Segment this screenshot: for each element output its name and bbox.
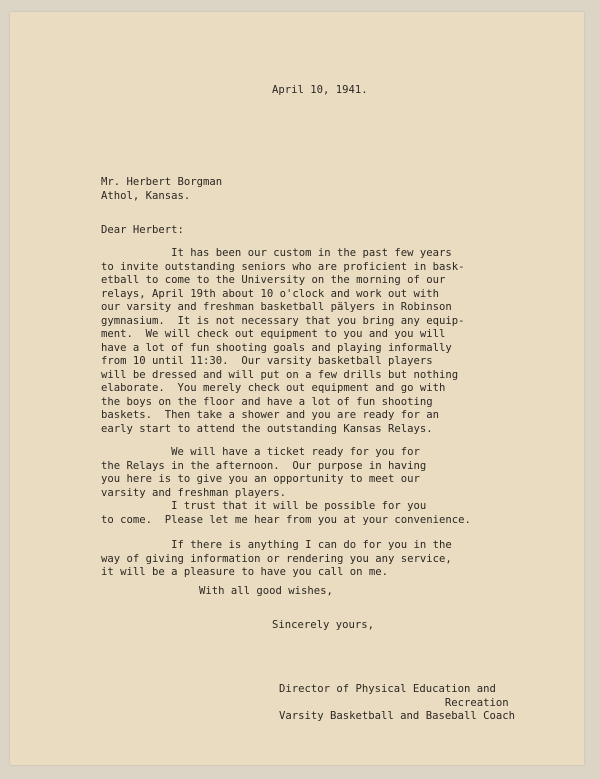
body-line: from 10 until 11:30. Our varsity basketball players (101, 355, 433, 367)
body-line: baskets. Then take a shower and you are ready for an (101, 409, 440, 421)
body-line: have a lot of fun shooting goals and playing informally (101, 341, 452, 354)
body-line: to invite outstanding seniors who are proficient in bask- (101, 260, 465, 273)
body-line: elaborate. You merely check out equipment and go with (101, 382, 446, 394)
body-line: way of giving information or rendering you any service, (101, 552, 452, 565)
body-paragraph-3 (101, 500, 471, 527)
body-line: We will have a ticket ready for you for (101, 446, 420, 458)
closing-wishes: With all good wishes, (199, 585, 333, 597)
signature-block (279, 683, 515, 724)
address-line: Athol, Kansas. (101, 189, 191, 202)
body-line: etball to come to the University on the morning of our (101, 274, 446, 286)
body-paragraph-4 (101, 539, 452, 580)
body-line: will be dressed and will put on a few drills but nothing (101, 368, 459, 381)
salutation: Dear Herbert: (101, 224, 184, 236)
address-line: Mr. Herbert Borgman (101, 176, 223, 188)
body-line: I trust that it will be possible for you (101, 500, 427, 512)
signature-line: Director of Physical Education and (279, 683, 496, 695)
closing-sincerely: Sincerely yours, (272, 619, 375, 631)
body-line: early start to attend the outstanding Kansas Relays. (101, 422, 433, 435)
recipient-address (101, 176, 222, 203)
body-line: our varsity and freshman basketball pälyers in Robinson (101, 301, 452, 313)
body-line: it will be a pleasure to have you call on me. (101, 566, 389, 578)
body-line: you here is to give you an opportunity to meet our (101, 473, 420, 485)
letter-date: April 10, 1941. (272, 84, 368, 96)
body-line: the boys on the floor and have a lot of fun shooting (101, 395, 433, 408)
body-line: to come. Please let me hear from you at your convenience. (101, 513, 471, 526)
body-line: gymnasium. It is not necessary that you bring any equip- (101, 314, 465, 327)
body-line: It has been our custom in the past few years (101, 247, 452, 259)
body-paragraph-2 (101, 446, 426, 500)
body-line: varsity and freshman players. (101, 486, 286, 499)
body-paragraph-1 (101, 247, 465, 436)
body-line: relays, April 19th about 10 o'clock and work out with (101, 287, 440, 300)
signature-line: Varsity Basketball and Baseball Coach (279, 710, 515, 722)
body-line: ment. We will check out equipment to you and you will (101, 328, 446, 340)
body-line: If there is anything I can do for you in the (101, 539, 452, 551)
signature-line: Recreation (279, 696, 509, 709)
body-line: the Relays in the afternoon. Our purpose in having (101, 459, 427, 472)
